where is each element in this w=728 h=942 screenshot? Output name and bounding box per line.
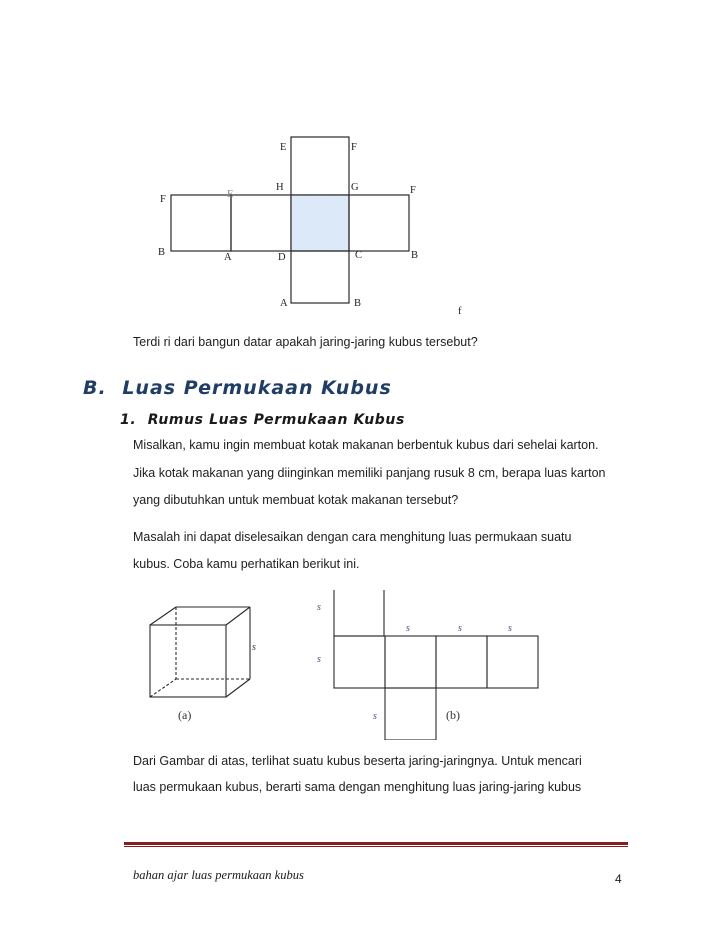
net-side-label: s (458, 623, 462, 634)
cube-net-b (334, 590, 538, 740)
paragraph-line: Masalah ini dapat diselesaikan dengan cara menghitung luas permukaan suatu (133, 530, 572, 544)
section-title: Luas Permukaan Kubus (122, 377, 392, 399)
vertex-label: D (278, 252, 286, 263)
paragraph-line: kubus. Coba kamu perhatikan berikut ini. (133, 557, 360, 571)
footer-rule (124, 842, 628, 845)
vertex-label: B (158, 247, 166, 258)
question-text: Terdi ri dari bangun datar apakah jaring-jaring kubus tersebut? (133, 335, 478, 349)
subsection-heading (120, 412, 405, 428)
vertex-label: G (351, 182, 359, 193)
paragraph-line: Dari Gambar di atas, terlihat suatu kubus beserta jaring-jaringnya. Untuk mencari (133, 754, 582, 768)
vertex-label: F (160, 194, 166, 205)
section-letter: B. (83, 377, 107, 399)
paragraph-line: Misalkan, kamu ingin membuat kotak makanan berbentuk kubus dari sehelai karton. (133, 438, 599, 452)
vertex-label: A (224, 252, 232, 263)
vertex-label: A (280, 298, 288, 309)
net-side-label: s (317, 602, 321, 613)
net-face-4 (349, 195, 409, 251)
net-side-label: s (406, 623, 410, 634)
paragraph-line: luas permukaan kubus, berarti sama dengan menghitung luas jaring-jaring kubus (133, 780, 582, 794)
caption-a: (a) (178, 708, 192, 722)
vertex-label: E (280, 142, 287, 153)
net-face-1 (171, 195, 231, 251)
vertex-label: B (411, 250, 419, 261)
vertex-label: F (410, 185, 416, 196)
paragraph-line: yang dibutuhkan untuk membuat kotak makanan tersebut? (133, 493, 459, 507)
cube-net-figure (0, 0, 728, 330)
subsection-title: Rumus Luas Permukaan Kubus (147, 412, 405, 428)
footer-title: bahan ajar luas permukaan kubus (133, 868, 304, 882)
net-side-label: s (373, 711, 377, 722)
subsection-number: 1. (120, 412, 137, 428)
vertex-label: H (276, 182, 284, 193)
cube-drawing (150, 607, 250, 697)
paragraph-line: Jika kotak makanan yang diinginkan memiliki panjang rusuk 8 cm, berapa luas karton (133, 466, 606, 480)
net-face-2 (231, 195, 291, 251)
cube-and-net-figure (0, 590, 728, 740)
net-side-label: s (317, 654, 321, 665)
net-face-top (291, 137, 349, 195)
footer-rule-thin (124, 846, 628, 847)
stray-label: f (458, 306, 462, 317)
net-face-highlighted (291, 195, 349, 251)
page-number: 4 (615, 872, 622, 886)
section-heading (83, 377, 392, 399)
vertex-label: F (351, 142, 357, 153)
vertex-label: C (355, 250, 363, 261)
net-face-bottom (291, 251, 349, 303)
net-side-label: s (508, 623, 512, 634)
vertex-label: B (354, 298, 362, 309)
vertex-label: E (227, 189, 234, 200)
caption-b: (b) (446, 708, 460, 722)
cube-side-label: s (252, 642, 256, 653)
